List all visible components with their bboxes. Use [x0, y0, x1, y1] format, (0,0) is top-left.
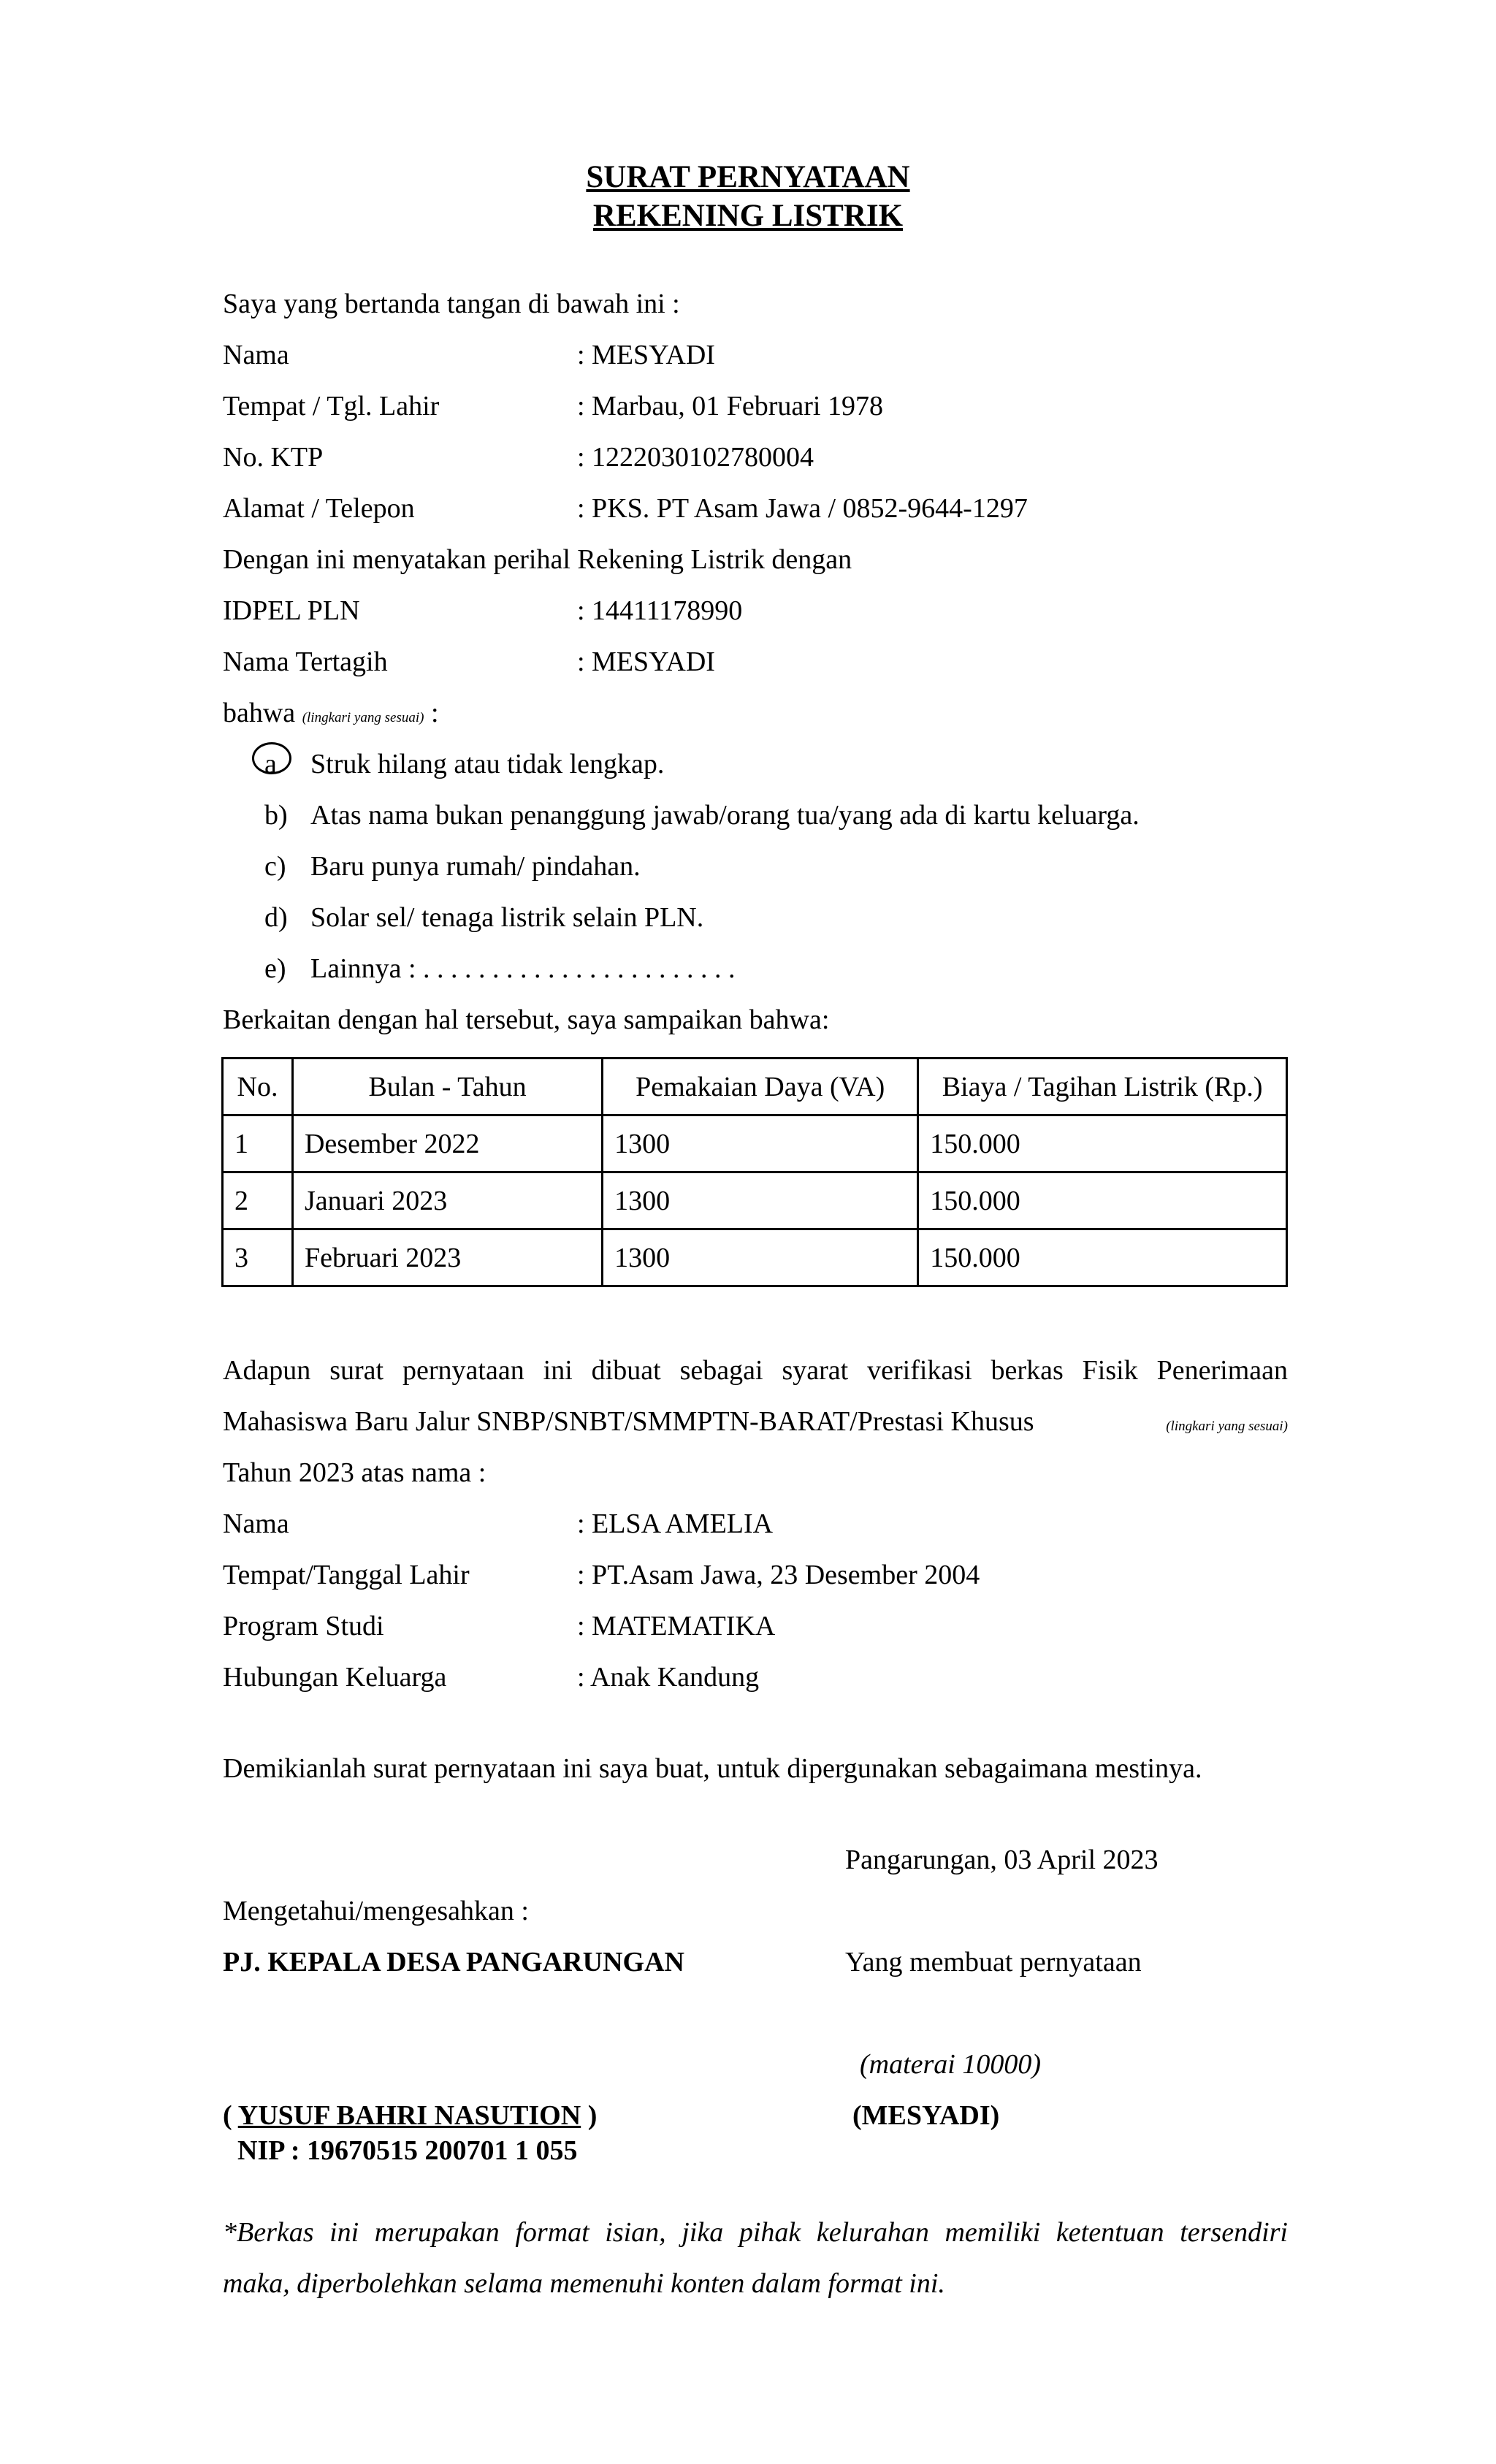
cell-bill-amount: 150.000	[918, 1115, 1287, 1172]
closing-text: Demikianlah surat pernyataan ini saya buat, untuk dipergunakan sebagaimana mestinya.	[223, 1753, 1202, 1784]
official-name: YUSUF BAHRI NASUTION	[237, 2100, 581, 2131]
student-name-label: Nama	[223, 1508, 289, 1539]
purpose-line2-note: (lingkari yang sesuai)	[1166, 1419, 1288, 1434]
purpose-line2-text: Mahasiswa Baru Jalur SNBP/SNBT/SMMPTN-BARAT/Prestasi Khusus	[223, 1406, 1034, 1437]
declarant-address-value: : PKS. PT Asam Jawa / 0852-9644-1297	[577, 493, 1028, 524]
option-d-text: Solar sel/ tenaga listrik selain PLN.	[310, 902, 704, 933]
student-program-value: : MATEMATIKA	[577, 1611, 776, 1641]
cell-bill-amount: 150.000	[918, 1172, 1287, 1229]
table-row	[223, 1229, 1287, 1286]
official-name-open: (	[223, 2100, 238, 2131]
purpose-line3: Tahun 2023 atas nama :	[223, 1457, 486, 1488]
option-e-letter: e)	[264, 953, 286, 984]
student-birth-label: Tempat/Tanggal Lahir	[223, 1560, 470, 1590]
purpose-line2	[223, 1405, 1288, 1443]
cell-month-year: Februari 2023	[292, 1229, 602, 1286]
option-a-text: Struk hilang atau tidak lengkap.	[310, 749, 665, 779]
document-title-line1: SURAT PERNYATAAN	[586, 160, 910, 194]
official-nip: NIP : 19670515 200701 1 055	[237, 2135, 578, 2166]
bahwa-line	[223, 696, 439, 735]
pln-billed-label: Nama Tertagih	[223, 646, 388, 677]
table-intro: Berkaitan dengan hal tersebut, saya sampaikan bahwa:	[223, 1004, 830, 1035]
option-c-letter: c)	[264, 851, 286, 882]
declarant-birth-value: : Marbau, 01 Februari 1978	[577, 391, 883, 422]
pln-idpel-label: IDPEL PLN	[223, 595, 360, 626]
student-birth-value: : PT.Asam Jawa, 23 Desember 2004	[577, 1560, 980, 1590]
declarant-ktp-label: No. KTP	[223, 442, 324, 473]
bahwa-word: bahwa	[223, 698, 296, 728]
option-d-letter: d)	[264, 902, 288, 933]
option-b-text: Atas nama bukan penanggung jawab/orang tua/yang ada di kartu keluarga.	[310, 800, 1140, 831]
student-relation-value: : Anak Kandung	[577, 1662, 760, 1693]
header-month-year: Bulan - Tahun	[292, 1059, 602, 1115]
cell-power-usage: 1300	[603, 1172, 918, 1229]
document-title-line2: REKENING LISTRIK	[592, 199, 904, 233]
option-c-text: Baru punya rumah/ pindahan.	[310, 851, 641, 882]
maker-name: (MESYADI)	[852, 2100, 1000, 2131]
cell-no: 1	[223, 1115, 293, 1172]
declarant-address-label: Alamat / Telepon	[223, 493, 415, 524]
intro-text: Saya yang bertanda tangan di bawah ini :	[223, 289, 680, 319]
header-bill-amount: Biaya / Tagihan Listrik (Rp.)	[918, 1059, 1287, 1115]
student-program-label: Program Studi	[223, 1611, 384, 1641]
declarant-birth-label: Tempat / Tgl. Lahir	[223, 391, 440, 422]
cell-bill-amount: 150.000	[918, 1229, 1287, 1286]
option-b-letter: b)	[264, 800, 288, 831]
cell-month-year: Januari 2023	[292, 1172, 602, 1229]
header-power-usage: Pemakaian Daya (VA)	[603, 1059, 918, 1115]
cell-no: 3	[223, 1229, 293, 1286]
cell-month-year: Desember 2022	[292, 1115, 602, 1172]
cell-no: 2	[223, 1172, 293, 1229]
option-e-text: Lainnya : . . . . . . . . . . . . . . . . . . . . . . .	[310, 953, 736, 984]
bahwa-note: (lingkari yang sesuai)	[302, 710, 424, 725]
table-row	[223, 1172, 1287, 1229]
cell-power-usage: 1300	[603, 1115, 918, 1172]
declarant-ktp-value: : 1222030102780004	[577, 442, 814, 473]
header-no: No.	[223, 1059, 293, 1115]
footnote-line2: maka, diperbolehkan selama memenuhi konten dalam format ini.	[223, 2268, 945, 2299]
official-title: PJ. KEPALA DESA PANGARUNGAN	[223, 1947, 684, 1977]
bahwa-colon: :	[430, 698, 439, 728]
table-row	[223, 1115, 1287, 1172]
student-name-value: : ELSA AMELIA	[577, 1508, 774, 1539]
acknowledge-text: Mengetahui/mengesahkan :	[223, 1896, 529, 1926]
pln-billed-value: : MESYADI	[577, 646, 715, 677]
official-name-close: )	[581, 2100, 598, 2131]
stamp-note: (materai 10000)	[860, 2049, 1042, 2080]
declarant-name-value: : MESYADI	[577, 340, 715, 370]
electricity-usage-table	[221, 1057, 1288, 1287]
declarant-name-label: Nama	[223, 340, 289, 370]
maker-title: Yang membuat pernyataan	[845, 1947, 1142, 1977]
pln-idpel-value: : 14411178990	[577, 595, 743, 626]
option-a-letter: a	[264, 749, 277, 779]
cell-power-usage: 1300	[603, 1229, 918, 1286]
place-date: Pangarungan, 03 April 2023	[845, 1845, 1159, 1875]
purpose-line1: Adapun surat pernyataan ini dibuat sebagai syarat verifikasi berkas Fisik Penerimaan	[223, 1355, 1288, 1386]
footnote-line1: *Berkas ini merupakan format isian, jika pihak kelurahan memiliki ketentuan tersendiri	[223, 2217, 1288, 2248]
table-header-row	[223, 1059, 1287, 1115]
statement-line: Dengan ini menyatakan perihal Rekening Listrik dengan	[223, 544, 852, 575]
official-name-line	[223, 2099, 597, 2132]
student-relation-label: Hubungan Keluarga	[223, 1662, 447, 1693]
